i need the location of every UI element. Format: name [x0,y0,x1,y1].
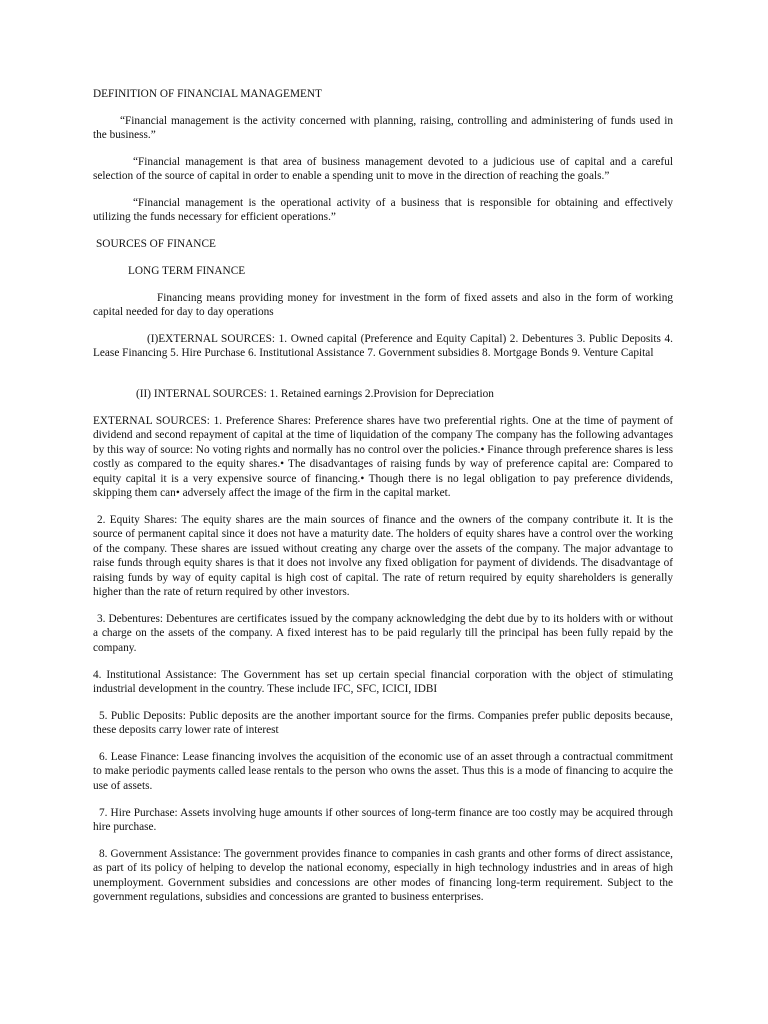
hire-purchase-paragraph: 7. Hire Purchase: Assets involving huge amounts if other sources of long-term finance are too costly may be acquired through hire purchase. [93,807,673,834]
lease-finance-paragraph: 6. Lease Finance: Lease financing involves the acquisition of the economic use of an asset through a contractual commitment to make periodic payments called lease rentals to the person who owns the asset. Thus this is a mode of financing to acquire the use of assets. [93,751,673,792]
page-heading: DEFINITION OF FINANCIAL MANAGEMENT [93,88,322,100]
definition-2: “Financial management is that area of business management devoted to a judicious use of capital and a careful selection of the source of capital in order to enable a spending unit to move in the direction of reaching the goals.” [93,156,673,183]
debentures-paragraph: 3. Debentures: Debentures are certificates issued by the company acknowledging the debt due by to its holders with or without a charge on the assets of the company. A fixed interest has to be paid regularly till the principal has been fully repaid by the company. [93,613,673,654]
external-sources-list: (I)EXTERNAL SOURCES: 1. Owned capital (Preference and Equity Capital) 2. Debentures 3. Public Deposits 4. Lease Financing 5. Hire Purchase 6. Institutional Assistance 7. Government subsidies 8. Mortgage Bonds 9. Venture Capital [93,333,673,360]
equity-shares-paragraph: 2. Equity Shares: The equity shares are the main sources of finance and the owners of the company contribute it. It is the source of permanent capital since it does not have a maturity date. The holders of equity shares have a control over the working of the company. These shares are issued without creating any charge over the assets of the company. The major advantage to raise funds through equity shares is that it does not involve any fixed obligation for payment of dividends. The disadvantage of raising funds by way of equity capital is high cost of capital. The rate of return required by equity shareholders is generally higher than the rate of return required by other investors. [93,514,673,599]
sources-heading: SOURCES OF FINANCE [96,238,216,250]
internal-sources-list: (II) INTERNAL SOURCES: 1. Retained earnings 2.Provision for Depreciation [136,388,494,400]
definition-3: “Financial management is the operational activity of a business that is responsible for obtaining and effectively utilizing the funds necessary for efficient operations.” [93,197,673,224]
institutional-assistance-paragraph: 4. Institutional Assistance: The Government has set up certain special financial corporation with the object of stimulating industrial development in the country. These include IFC, SFC, ICICI, IDBI [93,669,673,696]
preference-shares-paragraph: EXTERNAL SOURCES: 1. Preference Shares: Preference shares have two preferential rights. One at the time of payment of dividend and second repayment of capital at the time of liquidation of the company The company has the following advantages by this way of source: No voting rights and normally has no control over the policies.• Finance through preference shares is less costly as compared to the equity shares.• The disadvantages of raising funds by way of preference capital are: Compared to equity capital it is a very expensive source of financing.• Though there is no legal obligation to pay preference dividends, skipping them can• adversely affect the image of the firm in the capital market. [93,415,673,500]
public-deposits-paragraph: 5. Public Deposits: Public deposits are the another important source for the firms. Companies prefer public deposits because, these deposits carry lower rate of interest [93,710,673,737]
definition-1: “Financial management is the activity concerned with planning, raising, controlling and administering of funds used in the business.” [93,115,673,142]
long-term-heading: LONG TERM FINANCE [128,265,246,277]
government-assistance-paragraph: 8. Government Assistance: The government provides finance to companies in cash grants and other forms of direct assistance, as part of its policy of helping to develop the national economy, especially in high technology industries and in areas of high unemployment. Government subsidies and concessions are other modes of financing long-term requirement. Subject to the government regulations, subsidies and concessions are granted to business enterprises. [93,848,673,904]
financing-intro: Financing means providing money for investment in the form of fixed assets and also in the form of working capital needed for day to day operations [93,292,673,319]
